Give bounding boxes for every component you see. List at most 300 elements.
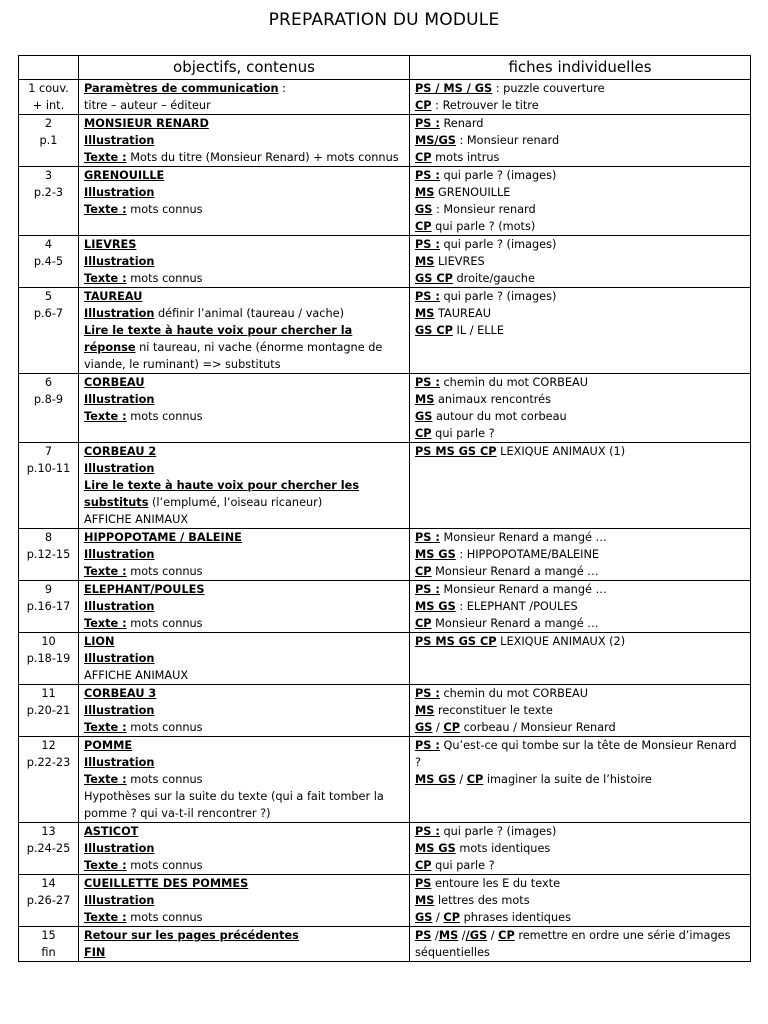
session-number: 7 [44, 445, 53, 458]
label-keyword: Illustration [84, 704, 155, 717]
objectifs-cell [79, 288, 410, 374]
session-pages: p.18-19 [26, 652, 71, 665]
objectifs-line [84, 270, 404, 287]
text-segment: AFFICHE ANIMAUX [84, 669, 189, 682]
fiches-cell [410, 633, 751, 685]
label-keyword: CP [415, 99, 432, 112]
table-row [19, 581, 751, 633]
objectifs-line [84, 408, 404, 425]
label-keyword: PS : [415, 583, 440, 596]
text-segment: qui parle ? (images) [439, 238, 557, 251]
text-segment: définir l’animal (taureau / vache) [154, 307, 345, 320]
fiches-cell [410, 167, 751, 236]
label-keyword: CP [443, 911, 460, 924]
objectifs-line [84, 909, 404, 926]
text-segment: / [458, 929, 466, 942]
fiches-line [415, 563, 745, 580]
label-keyword: ELEPHANT/POULES [84, 583, 205, 596]
objectifs-line [84, 840, 404, 857]
session-number: 8 [44, 531, 53, 544]
objectifs-line [84, 288, 404, 305]
text-segment: qui parle ? (images) [439, 290, 557, 303]
text-segment: mots connus [126, 721, 203, 734]
label-keyword: MS GS [415, 842, 456, 855]
text-segment: : puzzle couverture [492, 82, 605, 95]
label-keyword: MONSIEUR RENARD [84, 117, 209, 130]
text-segment: Monsieur Renard a mangé … [439, 583, 607, 596]
table-row [19, 443, 751, 529]
session-number-cell [19, 927, 79, 962]
session-pages: p.4-5 [33, 255, 64, 268]
text-segment: chemin du mot CORBEAU [439, 687, 589, 700]
table-body [19, 80, 751, 962]
label-keyword: LION [84, 635, 115, 648]
fiches-line [415, 546, 745, 563]
text-segment: LIEVRES [434, 255, 485, 268]
fiches-line [415, 322, 745, 339]
fiches-line [415, 184, 745, 201]
text-segment: qui parle ? (images) [439, 825, 557, 838]
session-number: 13 [41, 825, 56, 838]
text-segment: mots connus [126, 272, 203, 285]
text-segment: : [278, 82, 286, 95]
session-number: 9 [44, 583, 53, 596]
objectifs-cell [79, 529, 410, 581]
label-keyword: Illustration [84, 894, 155, 907]
fiches-cell [410, 443, 751, 529]
objectifs-line [84, 944, 404, 961]
fiches-line [415, 374, 745, 391]
label-keyword: GS [415, 911, 433, 924]
objectifs-line [84, 581, 404, 598]
objectifs-cell [79, 443, 410, 529]
objectifs-cell [79, 823, 410, 875]
session-number: 14 [41, 877, 56, 890]
objectifs-line [84, 374, 404, 391]
label-keyword: Texte : [84, 203, 127, 216]
text-segment: corbeau / Monsieur Renard [460, 721, 616, 734]
label-keyword: POMME [84, 739, 133, 752]
fiches-line [415, 132, 745, 149]
table-row [19, 374, 751, 443]
session-pages: p.20-21 [26, 704, 71, 717]
label-keyword: PS : [415, 531, 440, 544]
objectifs-cell [79, 115, 410, 167]
text-segment: Mots du titre (Monsieur Renard) + mots connus [126, 151, 399, 164]
table-row [19, 875, 751, 927]
session-pages: + int. [32, 99, 65, 112]
text-segment: titre – auteur – éditeur [84, 99, 211, 112]
session-pages: p.12-15 [26, 548, 71, 561]
label-keyword: Illustration [84, 307, 155, 320]
label-keyword: FIN [84, 946, 106, 959]
text-segment: (l’emplumé, l’oiseau ricaneur) [148, 496, 323, 509]
label-keyword: MS GS [415, 548, 456, 561]
label-keyword: Illustration [84, 393, 155, 406]
text-segment: : Monsieur renard [432, 203, 536, 216]
fiches-line [415, 167, 745, 184]
fiches-cell [410, 927, 751, 962]
page-title: PREPARATION DU MODULE [268, 10, 500, 30]
label-keyword: Texte : [84, 617, 127, 630]
objectifs-line [84, 184, 404, 201]
objectifs-line [84, 685, 404, 702]
label-keyword: PS : [415, 376, 440, 389]
label-keyword: CP [415, 151, 432, 164]
objectifs-line [84, 391, 404, 408]
objectifs-cell [79, 167, 410, 236]
session-number: 12 [41, 739, 56, 752]
text-segment: : HIPPOPOTAME/BALEINE [455, 548, 600, 561]
session-number-cell [19, 737, 79, 823]
table-header-row [19, 56, 751, 80]
fiches-line [415, 581, 745, 598]
text-segment: phrases identiques [460, 911, 571, 924]
fiches-line [415, 97, 745, 114]
objectifs-line [84, 529, 404, 546]
label-keyword: MS [415, 894, 435, 907]
label-keyword: PS : [415, 117, 440, 130]
fiches-line [415, 253, 745, 270]
objectifs-line [84, 80, 404, 97]
text-segment: autour du mot corbeau [432, 410, 567, 423]
label-keyword: Illustration [84, 652, 155, 665]
label-keyword: CP [415, 859, 432, 872]
text-segment: remettre en ordre une série d’images séquentielles [415, 929, 731, 959]
session-pages: fin [41, 946, 56, 959]
session-number: 6 [44, 376, 53, 389]
text-segment: chemin du mot CORBEAU [439, 376, 589, 389]
label-keyword: Lire le texte à haute voix pour chercher la réponse [84, 324, 353, 354]
session-number-cell [19, 80, 79, 115]
label-keyword: GS CP [415, 272, 453, 285]
label-keyword: Texte : [84, 721, 127, 734]
text-segment: / [432, 911, 444, 924]
fiches-cell [410, 737, 751, 823]
label-keyword: GS [415, 203, 433, 216]
label-keyword: Illustration [84, 548, 155, 561]
fiches-cell [410, 581, 751, 633]
objectifs-line [84, 115, 404, 132]
label-keyword: Texte : [84, 911, 127, 924]
fiches-line [415, 823, 745, 840]
objectifs-line [84, 563, 404, 580]
session-number-cell [19, 529, 79, 581]
objectifs-cell [79, 927, 410, 962]
label-keyword: CORBEAU 2 [84, 445, 157, 458]
text-segment: IL / ELLE [452, 324, 504, 337]
objectifs-line [84, 823, 404, 840]
label-keyword: Illustration [84, 600, 155, 613]
table-row [19, 823, 751, 875]
text-segment: entoure les E du texte [431, 877, 561, 890]
label-keyword: MS [415, 186, 435, 199]
session-number-cell [19, 633, 79, 685]
text-segment: mots identiques [455, 842, 551, 855]
session-number-cell [19, 374, 79, 443]
table-row [19, 288, 751, 374]
session-number-cell [19, 823, 79, 875]
fiches-line [415, 425, 745, 442]
fiches-line [415, 391, 745, 408]
label-keyword: Illustration [84, 134, 155, 147]
objectifs-line [84, 754, 404, 771]
fiches-line [415, 149, 745, 166]
fiches-line [415, 685, 745, 702]
label-keyword: MS/GS [415, 134, 456, 147]
objectifs-line [84, 460, 404, 477]
text-segment: / [431, 929, 439, 942]
text-segment: : Retrouver le titre [431, 99, 539, 112]
fiches-line [415, 443, 745, 460]
label-keyword: Illustration [84, 462, 155, 475]
session-number: 10 [41, 635, 56, 648]
objectifs-line [84, 305, 404, 322]
text-segment: AFFICHE ANIMAUX [84, 513, 189, 526]
label-keyword: CP [415, 565, 432, 578]
label-keyword: CP [466, 773, 484, 786]
objectifs-cell [79, 581, 410, 633]
label-keyword: PS / MS / GS [415, 82, 493, 95]
table-row [19, 236, 751, 288]
label-keyword: Texte : [84, 410, 127, 423]
objectifs-line [84, 97, 404, 114]
session-number: 1 couv. [28, 82, 69, 95]
text-segment: GRENOUILLE [434, 186, 511, 199]
label-keyword: PS : [415, 687, 440, 700]
fiches-line [415, 771, 745, 788]
fiches-line [415, 840, 745, 857]
label-keyword: MS [415, 307, 435, 320]
label-keyword: GS CP [415, 324, 453, 337]
session-number: 11 [41, 687, 56, 700]
header-fiches: fiches individuelles [410, 56, 751, 80]
label-keyword: PS : [415, 739, 440, 752]
text-segment: TAUREAU [434, 307, 491, 320]
fiches-line [415, 80, 745, 97]
label-keyword: Illustration [84, 756, 155, 769]
text-segment: Renard [439, 117, 484, 130]
label-keyword: CORBEAU [84, 376, 145, 389]
session-pages: p.22-23 [26, 756, 71, 769]
text-segment: : Monsieur renard [455, 134, 560, 147]
label-keyword: Illustration [84, 186, 155, 199]
label-keyword: TAUREAU [84, 290, 143, 303]
session-pages: p.26-27 [26, 894, 71, 907]
objectifs-line [84, 322, 404, 373]
label-keyword: GS [415, 410, 433, 423]
label-keyword: MS [438, 929, 459, 942]
text-segment: qui parle ? (images) [439, 169, 557, 182]
objectifs-line [84, 875, 404, 892]
objectifs-line [84, 149, 404, 166]
objectifs-cell [79, 685, 410, 737]
text-segment: droite/gauche [452, 272, 535, 285]
fiches-line [415, 236, 745, 253]
label-keyword: PS MS GS CP [415, 445, 497, 458]
objectifs-cell [79, 633, 410, 685]
fiches-cell [410, 685, 751, 737]
text-segment: qui parle ? (mots) [431, 220, 536, 233]
text-segment: mots connus [126, 617, 203, 630]
label-keyword: Illustration [84, 842, 155, 855]
fiches-cell [410, 823, 751, 875]
session-pages: p.2-3 [33, 186, 64, 199]
fiches-cell [410, 236, 751, 288]
label-keyword: MS GS [415, 773, 456, 786]
table-row [19, 529, 751, 581]
text-segment: lettres des mots [434, 894, 530, 907]
label-keyword: LIEVRES [84, 238, 137, 251]
text-segment: mots connus [126, 565, 203, 578]
objectifs-line [84, 477, 404, 511]
objectifs-line [84, 201, 404, 218]
session-number-cell [19, 685, 79, 737]
objectifs-line [84, 167, 404, 184]
session-number-cell [19, 236, 79, 288]
fiches-line [415, 737, 745, 771]
fiches-cell [410, 115, 751, 167]
session-number: 2 [44, 117, 53, 130]
session-pages: p.24-25 [26, 842, 71, 855]
fiches-line [415, 857, 745, 874]
fiches-cell [410, 374, 751, 443]
text-segment: Monsieur Renard a mangé … [431, 617, 599, 630]
fiches-line [415, 875, 745, 892]
text-segment: : ELEPHANT /POULES [455, 600, 578, 613]
objectifs-line [84, 443, 404, 460]
text-segment: qui parle ? [431, 859, 495, 872]
label-keyword: Illustration [84, 255, 155, 268]
objectifs-line [84, 892, 404, 909]
text-segment: animaux rencontrés [434, 393, 552, 406]
objectifs-line [84, 667, 404, 684]
label-keyword: Retour sur les pages précédentes [84, 929, 299, 942]
fiches-line [415, 408, 745, 425]
session-pages: p.10-11 [26, 462, 71, 475]
fiches-cell [410, 529, 751, 581]
text-segment: mots connus [126, 773, 203, 786]
header-num [19, 56, 79, 80]
module-table [18, 55, 751, 962]
label-keyword: PS MS GS CP [415, 635, 497, 648]
label-keyword: Texte : [84, 859, 127, 872]
objectifs-line [84, 788, 404, 822]
objectifs-line [84, 546, 404, 563]
text-segment: LEXIQUE ANIMAUX (2) [496, 635, 626, 648]
objectifs-line [84, 253, 404, 270]
objectifs-cell [79, 80, 410, 115]
label-keyword: HIPPOPOTAME / BALEINE [84, 531, 242, 544]
label-keyword: MS [415, 393, 435, 406]
objectifs-line [84, 857, 404, 874]
label-keyword: Texte : [84, 151, 127, 164]
objectifs-cell [79, 875, 410, 927]
fiches-cell [410, 288, 751, 374]
objectifs-line [84, 650, 404, 667]
fiches-line [415, 201, 745, 218]
objectifs-line [84, 702, 404, 719]
objectifs-line [84, 927, 404, 944]
text-segment: reconstituer le texte [434, 704, 553, 717]
objectifs-line [84, 615, 404, 632]
fiches-cell [410, 80, 751, 115]
objectifs-line [84, 598, 404, 615]
label-keyword: CP [415, 427, 432, 440]
label-keyword: PS [415, 929, 432, 942]
fiches-line [415, 719, 745, 736]
objectifs-cell [79, 236, 410, 288]
fiches-line [415, 633, 745, 650]
label-keyword: MS [415, 704, 435, 717]
fiches-line [415, 305, 745, 322]
text-segment: ni taureau, ni vache (énorme montagne de viande, le ruminant) => substituts [84, 341, 383, 371]
label-keyword: CP [415, 617, 432, 630]
text-segment: Monsieur Renard a mangé … [439, 531, 607, 544]
label-keyword: PS : [415, 825, 440, 838]
label-keyword: MS GS [415, 600, 456, 613]
label-keyword: GRENOUILLE [84, 169, 165, 182]
objectifs-line [84, 771, 404, 788]
text-segment: mots connus [126, 410, 203, 423]
label-keyword: Texte : [84, 565, 127, 578]
session-number: 3 [44, 169, 53, 182]
fiches-line [415, 615, 745, 632]
label-keyword: CP [415, 220, 432, 233]
table-row [19, 115, 751, 167]
text-segment: imaginer la suite de l’histoire [483, 773, 652, 786]
session-pages: p.16-17 [26, 600, 71, 613]
label-keyword: MS [415, 255, 435, 268]
objectifs-line [84, 132, 404, 149]
label-keyword: GS [415, 721, 433, 734]
fiches-line [415, 288, 745, 305]
text-segment: mots connus [126, 911, 203, 924]
fiches-line [415, 115, 745, 132]
text-segment: Hypothèses sur la suite du texte (qui a fait tomber la pomme ? qui va-t-il rencontrer ?) [84, 790, 384, 820]
table-row [19, 167, 751, 236]
header-objectifs: objectifs, contenus [79, 56, 410, 80]
label-keyword: Lire le texte à haute voix pour chercher les substituts [84, 479, 360, 509]
label-keyword: CUEILLETTE DES POMMES [84, 877, 249, 890]
text-segment: mots connus [126, 859, 203, 872]
text-segment: Monsieur Renard a mangé … [431, 565, 599, 578]
text-segment: / [432, 721, 444, 734]
label-keyword: Paramètres de communication [84, 82, 279, 95]
objectifs-line [84, 511, 404, 528]
fiches-line [415, 529, 745, 546]
fiches-line [415, 892, 745, 909]
text-segment: / [487, 929, 499, 942]
objectifs-line [84, 633, 404, 650]
label-keyword: Texte : [84, 773, 127, 786]
session-pages: p.6-7 [33, 307, 64, 320]
label-keyword: ASTICOT [84, 825, 139, 838]
session-pages: p.8-9 [33, 393, 64, 406]
session-number-cell [19, 581, 79, 633]
label-keyword: CP [443, 721, 460, 734]
fiches-line [415, 927, 745, 961]
fiches-cell [410, 875, 751, 927]
text-segment: qui parle ? [431, 427, 495, 440]
session-number: 4 [44, 238, 53, 251]
fiches-line [415, 909, 745, 926]
session-number-cell [19, 443, 79, 529]
table-row [19, 80, 751, 115]
label-keyword: PS : [415, 169, 440, 182]
fiches-line [415, 218, 745, 235]
table-row [19, 633, 751, 685]
